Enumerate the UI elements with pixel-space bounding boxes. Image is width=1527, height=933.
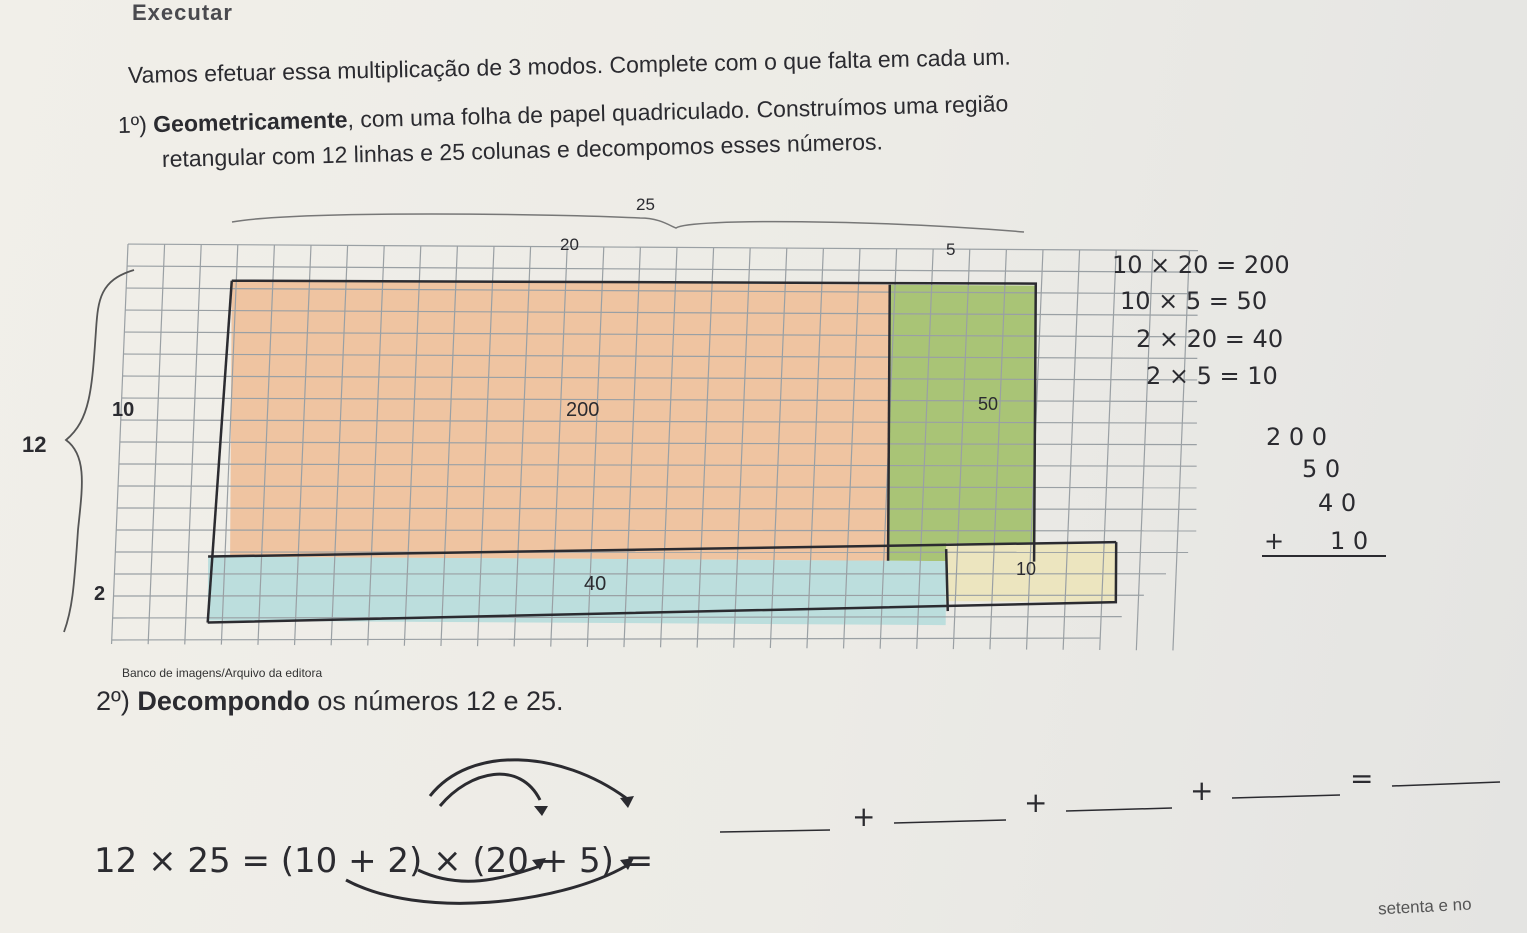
image-credit: Banco de imagens/Arquivo da editora — [122, 666, 323, 680]
area-label-50: 50 — [978, 394, 999, 414]
sum-10: 1 0 — [1330, 527, 1369, 555]
step-2-bold: Decompondo — [137, 686, 310, 716]
page-footer-text: setenta e no — [1377, 894, 1472, 919]
blank-result[interactable] — [1392, 782, 1500, 786]
grid-row-line — [127, 266, 1198, 273]
sum-plus: + — [1264, 527, 1285, 555]
area-label-200: 200 — [566, 399, 600, 421]
product-1: 10 × 20 = 200 — [1112, 251, 1290, 279]
arrow-10-to-20 — [440, 774, 540, 806]
blank-4[interactable] — [1232, 795, 1340, 798]
step-1-bold: Geometricamente — [152, 106, 348, 138]
area-label-10: 10 — [1016, 559, 1037, 579]
section-title: Executar — [132, 0, 233, 25]
blank-3[interactable] — [1066, 808, 1172, 811]
grid-col-line — [112, 244, 128, 644]
grid-row-line — [128, 244, 1198, 251]
blank-2[interactable] — [894, 820, 1006, 823]
label-20: 20 — [560, 235, 579, 254]
left-brace — [64, 270, 134, 632]
step-1-line-2: retangular com 12 linhas e 25 colunas e decompomos esses números. — [161, 128, 884, 172]
equation: 12 × 25 = (10 + 2) × (20 + 5) = — [94, 841, 654, 881]
product-4: 2 × 5 = 10 — [1146, 362, 1278, 390]
blank-1[interactable] — [720, 830, 830, 832]
arrow-10-to-5 — [430, 760, 626, 798]
step-2-heading — [96, 686, 564, 717]
equals-sign: = — [1350, 762, 1374, 795]
label-2: 2 — [94, 583, 106, 605]
label-10: 10 — [112, 399, 135, 421]
step-1-number: 1º) — [117, 111, 148, 138]
step-2-number: 2º) — [96, 686, 130, 716]
top-brace — [232, 214, 1024, 232]
plus-2: + — [1024, 786, 1048, 819]
grid-col-line — [148, 244, 164, 644]
product-2: 10 × 5 = 50 — [1120, 287, 1268, 315]
sum-200: 2 0 0 — [1266, 423, 1328, 451]
step-2-text: os números 12 e 25. — [309, 686, 564, 716]
grid-row-line — [112, 632, 1100, 646]
region-50 — [888, 285, 1036, 562]
plus-1: + — [852, 800, 876, 833]
grid-col-line — [185, 244, 201, 644]
sum-40: 4 0 — [1318, 489, 1357, 517]
label-5: 5 — [946, 240, 956, 259]
step-1-text-a: , com uma folha de papel quadriculado. Construímos uma região — [347, 90, 1009, 133]
label-25: 25 — [636, 195, 655, 214]
plus-3: + — [1190, 774, 1214, 807]
product-3: 2 × 20 = 40 — [1136, 325, 1284, 353]
area-label-40: 40 — [584, 573, 607, 595]
instruction-text: Vamos efetuar essa multiplicação de 3 modos. Complete com o que falta em cada um. — [127, 43, 1012, 88]
sum-50: 5 0 — [1302, 455, 1341, 483]
label-12: 12 — [22, 432, 47, 457]
